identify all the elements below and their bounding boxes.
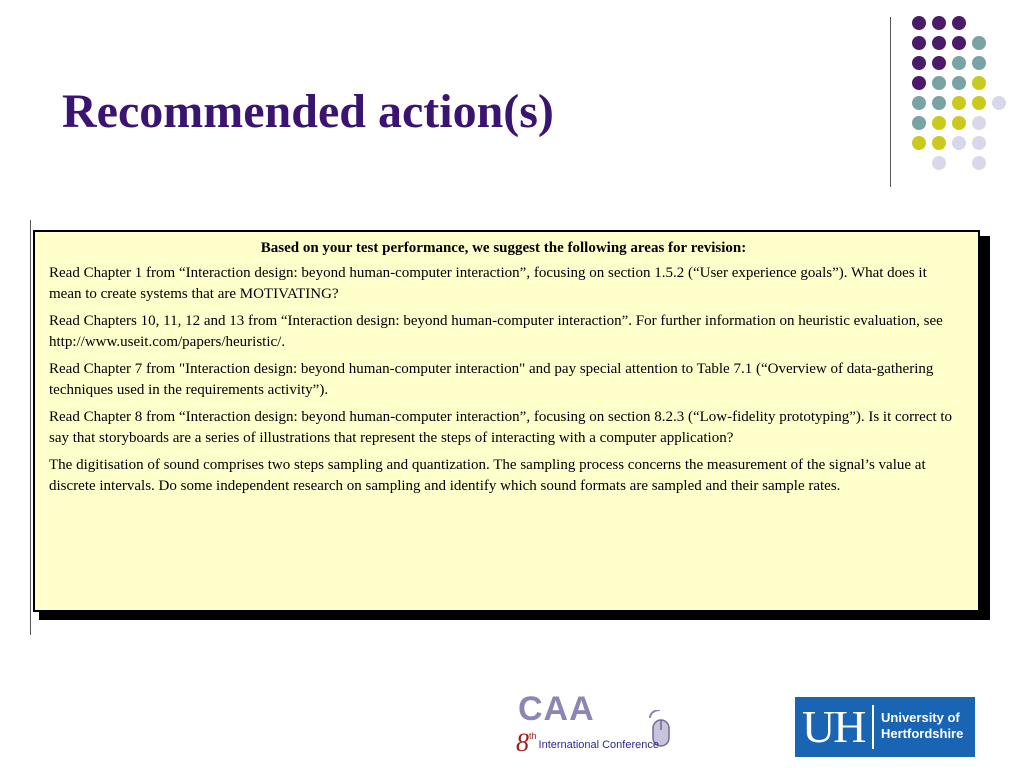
uh-name-line1: University of xyxy=(881,710,960,725)
dot xyxy=(932,136,946,150)
dot xyxy=(952,16,966,30)
feedback-item: The digitisation of sound comprises two steps sampling and quantization. The sampling process concerns the measurement of the signal’s value at discrete intervals. Do some independent research on sampling and identify which sound formats are sampled and their sample rates. xyxy=(49,457,926,494)
dot xyxy=(972,76,986,90)
dot xyxy=(992,96,1006,110)
dot xyxy=(952,96,966,110)
dot xyxy=(912,16,926,30)
feedback-box xyxy=(33,230,980,612)
uh-monogram: UH xyxy=(802,701,865,752)
uh-name-line2: Hertfordshire xyxy=(881,726,964,741)
dot xyxy=(932,76,946,90)
dot xyxy=(972,96,986,110)
dot xyxy=(952,36,966,50)
feedback-item: Read Chapter 1 from “Interaction design: beyond human-computer interaction”, focusing on section 1.5.2 (“User experience goals”). What does it mean to create systems that are MOTIVATING? xyxy=(49,265,927,302)
dot xyxy=(932,96,946,110)
feedback-heading: Based on your test performance, we suggest the following areas for revision: xyxy=(260,240,747,256)
dot xyxy=(972,156,986,170)
dot xyxy=(932,156,946,170)
caa-edition-number: 8 xyxy=(516,728,529,757)
uh-name xyxy=(881,710,963,742)
dot xyxy=(912,96,926,110)
dot xyxy=(912,116,926,130)
caa-conference-label: International Conference xyxy=(538,739,659,751)
dot xyxy=(912,136,926,150)
feedback-item: Read Chapters 10, 11, 12 and 13 from “Interaction design: beyond human-computer interaction”. For further information on heuristic evaluation, see http://www.useit.com/papers/heuristic/. xyxy=(49,313,943,350)
dot xyxy=(932,36,946,50)
dot xyxy=(952,136,966,150)
dot xyxy=(932,116,946,130)
caa-wordmark: CAA xyxy=(518,690,595,728)
title-divider xyxy=(890,17,891,187)
feedback-item: Read Chapter 7 from "Interaction design: beyond human-computer interaction" and pay special attention to Table 7.1 (“Overview of data-gathering techniques used in the requirements activity”). xyxy=(49,361,934,398)
dot xyxy=(912,76,926,90)
dot xyxy=(932,56,946,70)
dot xyxy=(912,36,926,50)
caa-conference-logo xyxy=(510,690,670,760)
slide-title: Recommended action(s) xyxy=(62,85,554,138)
dot xyxy=(912,56,926,70)
dot xyxy=(952,116,966,130)
dot xyxy=(952,56,966,70)
caa-edition-suffix: th xyxy=(529,731,537,741)
feedback-item: Read Chapter 8 from “Interaction design: beyond human-computer interaction”, focusing on section 8.2.3 (“Low-fidelity prototyping”). Is it correct to say that storyboards are a series of illustrations that represent the steps of interacting with a computer application? xyxy=(49,409,953,446)
dot xyxy=(972,36,986,50)
uh-separator xyxy=(872,705,874,749)
caa-subtitle xyxy=(516,728,659,758)
dot xyxy=(972,116,986,130)
dot xyxy=(972,136,986,150)
decorative-dot-grid xyxy=(898,12,1010,172)
dot xyxy=(952,76,966,90)
content-divider xyxy=(30,220,31,635)
dot xyxy=(932,16,946,30)
university-of-hertfordshire-logo xyxy=(795,697,975,757)
dot xyxy=(972,56,986,70)
